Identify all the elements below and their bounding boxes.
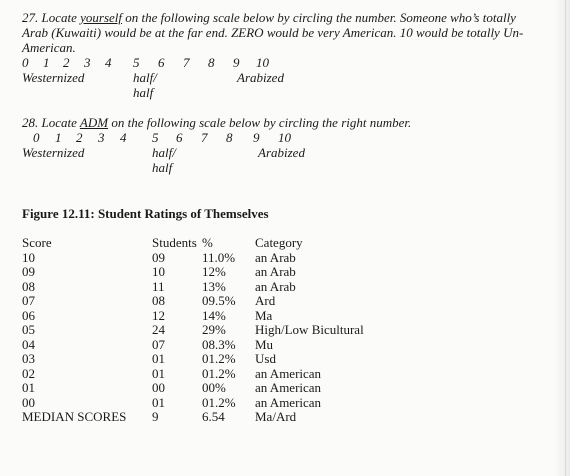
cell-score: 02 — [22, 365, 35, 381]
q28-scale-number: 9 — [253, 130, 260, 145]
cell-category: Mu — [255, 336, 274, 352]
q27-scale-number: 8 — [208, 55, 215, 70]
q27-arabized-label: Arabized — [237, 70, 284, 85]
q27-scale-number: 4 — [105, 55, 112, 70]
cell-percent: 08.3% — [202, 336, 236, 352]
q28-text-pre: 28. Locate — [22, 115, 80, 130]
q28-scale-number: 7 — [201, 130, 208, 145]
cell-students: 01 — [152, 365, 165, 381]
q27-scale-number: 3 — [84, 55, 91, 70]
question-28-line-1 — [22, 115, 411, 130]
question-27-line-3: American. — [22, 40, 76, 55]
cell-score: 04 — [22, 336, 35, 352]
cell-category: Ma — [255, 307, 273, 323]
q28-scale-number: 6 — [176, 130, 183, 145]
q27-underlined-word: yourself — [80, 10, 123, 25]
q28-underlined-word: ADM — [79, 115, 109, 130]
q28-scale-number: 0 — [33, 130, 40, 145]
cell-category: an Arab — [255, 278, 296, 294]
q28-scale-number: 4 — [120, 130, 127, 145]
q27-scale-number: 2 — [63, 55, 70, 70]
page-edge-shadow — [554, 0, 570, 476]
cell-percent: 29% — [202, 322, 226, 337]
cell-percent: 01.2% — [202, 365, 236, 381]
q28-text-post: on the following scale below by circling the right number. — [108, 115, 412, 130]
q27-scale-number: 0 — [22, 55, 29, 70]
cell-score: 01 — [22, 380, 35, 395]
q28-half-label-1: half/ — [152, 145, 176, 160]
cell-students: 10 — [152, 264, 165, 279]
cell-score: 06 — [22, 307, 35, 323]
q28-scale-number: 1 — [55, 130, 62, 145]
question-28 — [22, 115, 411, 130]
cell-students: 01 — [152, 394, 165, 410]
q28-arabized-label: Arabized — [258, 145, 305, 160]
q27-text-post: on the following scale below by circling the number. Someone who’s totally — [122, 10, 516, 25]
page-edge-line — [565, 0, 566, 476]
q28-half-label-2: half — [152, 160, 173, 175]
cell-students: 12 — [152, 307, 165, 323]
header-score: Score — [22, 235, 52, 250]
header-category: Category — [255, 235, 303, 250]
cell-percent: 6.54 — [202, 409, 225, 424]
cell-percent: 11.0% — [202, 249, 236, 265]
q27-half-label-2: half — [133, 85, 154, 100]
cell-percent: 01.2% — [202, 351, 236, 366]
q27-scale-number: 6 — [158, 55, 165, 70]
q27-scale-number: 5 — [133, 55, 140, 70]
q27-text-pre: 27. Locate — [22, 10, 81, 25]
cell-category: Ard — [255, 293, 276, 308]
q28-scale-number: 5 — [152, 130, 159, 145]
cell-students: 24 — [152, 322, 165, 337]
figure-title: Figure 12.11: Student Ratings of Themselves — [22, 206, 269, 221]
header-percent: % — [202, 235, 213, 250]
q27-scale-number: 1 — [43, 55, 50, 70]
question-27-line-2: Arab (Kuwaiti) would be at the far end. ZERO would be very American. 10 would be totally Un- — [22, 25, 524, 40]
question-27-line-1 — [22, 10, 523, 25]
q28-scale-number: 10 — [278, 130, 291, 145]
cell-percent: 09.5% — [202, 293, 236, 308]
q28-westernized-label: Westernized — [22, 145, 85, 160]
cell-score: 00 — [22, 394, 35, 410]
cell-score: MEDIAN SCORES — [22, 409, 127, 424]
cell-percent: 14% — [202, 307, 226, 323]
cell-category: an American — [255, 380, 322, 395]
cell-category: Ma/Ard — [255, 409, 297, 424]
q28-scale-number: 2 — [76, 130, 83, 145]
cell-category: Usd — [255, 351, 276, 366]
cell-score: 09 — [22, 264, 35, 279]
cell-students: 9 — [152, 409, 159, 424]
cell-students: 00 — [152, 380, 165, 395]
cell-students: 09 — [152, 249, 165, 265]
q27-scale-number: 9 — [233, 55, 240, 70]
cell-category: an Arab — [255, 249, 296, 265]
cell-students: 08 — [152, 293, 165, 308]
cell-students: 11 — [152, 278, 165, 294]
cell-students: 01 — [152, 351, 165, 366]
cell-percent: 12% — [202, 264, 226, 279]
cell-percent: 00% — [202, 380, 226, 395]
q27-scale-number: 10 — [256, 55, 269, 70]
question-27 — [22, 10, 523, 55]
cell-category: High/Low Bicultural — [255, 322, 364, 337]
cell-category: an American — [255, 365, 322, 381]
cell-category: an American — [255, 394, 322, 410]
header-students: Students — [152, 235, 197, 250]
cell-score: 03 — [22, 351, 35, 366]
q28-scale-number: 8 — [226, 130, 233, 145]
cell-percent: 01.2% — [202, 394, 236, 410]
cell-percent: 13% — [202, 278, 226, 294]
q27-half-label-1: half/ — [133, 70, 157, 85]
cell-category: an Arab — [255, 264, 296, 279]
q28-scale-number: 3 — [98, 130, 105, 145]
q27-westernized-label: Westernized — [22, 70, 85, 85]
q27-scale-number: 7 — [183, 55, 190, 70]
cell-score: 05 — [22, 322, 35, 337]
cell-score: 10 — [22, 249, 35, 265]
cell-students: 07 — [152, 336, 165, 352]
cell-score: 07 — [22, 293, 35, 308]
cell-score: 08 — [22, 278, 35, 294]
